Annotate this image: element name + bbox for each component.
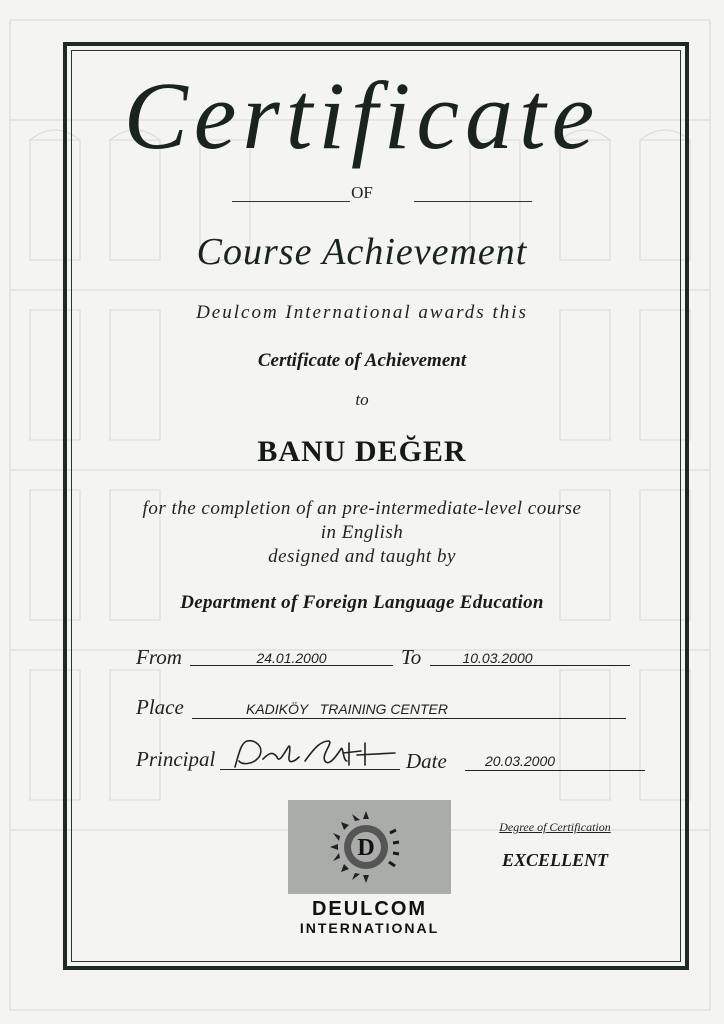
body-line-1: for the completion of an pre-intermediate-level course — [142, 498, 582, 519]
to-value: 10.03.2000 — [462, 650, 533, 666]
certificate-title: Certificate — [123, 62, 601, 169]
body-line-2: in English — [320, 522, 404, 543]
date-label: Date — [406, 749, 447, 773]
date-value: 20.03.2000 — [484, 753, 556, 769]
deulcom-logo-box — [288, 800, 451, 894]
logo-text-deulcom: DEULCOM — [311, 898, 428, 920]
certificate-of-achievement-text: Certificate of Achievement — [257, 350, 467, 371]
place-underline — [192, 718, 626, 719]
degree-of-certification-value: EXCELLENT — [501, 850, 608, 870]
body-line-3: designed and taught by — [268, 546, 456, 567]
degree-of-certification-label: Degree of Certification — [499, 820, 611, 834]
date-underline — [465, 770, 645, 771]
place-label: Place — [136, 695, 184, 719]
certificate-subtitle: Course Achievement — [196, 231, 528, 273]
principal-label: Principal — [136, 747, 216, 771]
principal-underline — [220, 769, 400, 770]
deulcom-emblem-icon — [288, 800, 451, 894]
emblem-letter: D — [357, 835, 375, 861]
recipient-name: BANU DEĞER — [257, 435, 467, 468]
place-value: KADIKÖY TRAINING CENTER — [246, 701, 448, 717]
logo-text-international: INTERNATIONAL — [299, 920, 440, 936]
from-label: From — [136, 645, 182, 669]
department-name: Department of Foreign Language Education — [180, 592, 544, 613]
of-text: OF — [351, 183, 373, 202]
to-label: To — [401, 645, 422, 669]
awards-line: Deulcom International awards this — [196, 302, 528, 323]
of-right-rule — [414, 201, 532, 202]
from-value: 24.01.2000 — [256, 650, 327, 666]
to-text: to — [355, 390, 369, 409]
